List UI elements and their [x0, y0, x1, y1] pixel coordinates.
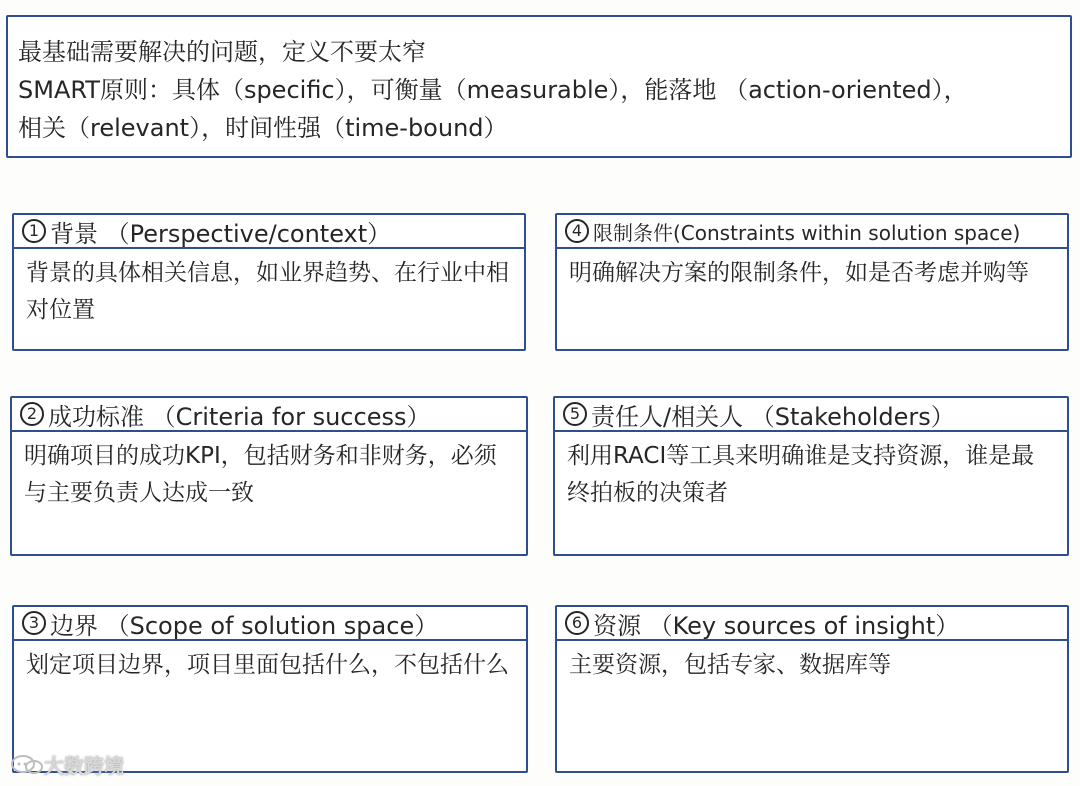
card-body: 明确项目的成功KPI，包括财务和非财务，必须与主要负责人达成一致: [24, 443, 497, 506]
card-body: 主要资源，包括专家、数据库等: [569, 652, 891, 678]
card-title: 责任人/相关人 （Stakeholders）: [591, 402, 955, 431]
card-header: [14, 215, 524, 249]
circled-number: 3: [22, 611, 46, 635]
card-title: 边界 （Scope of solution space）: [50, 611, 439, 640]
card-header: [557, 215, 1067, 249]
intro-line-3: 相关（relevant），时间性强（time-bound）: [18, 114, 508, 142]
card-title: 资源 （Key sources of insight）: [593, 611, 960, 640]
circled-number: 6: [565, 611, 589, 635]
card-perspective: [12, 213, 526, 351]
circled-number: 5: [563, 402, 587, 426]
card-header: [14, 607, 526, 641]
intro-line-2: SMART原则：具体（specific），可衡量（measurable），能落地 （action-oriented），: [18, 76, 968, 104]
card-header: [12, 398, 526, 432]
card-title: 成功标准 （Criteria for success）: [48, 402, 431, 431]
card-body: 背景的具体相关信息，如业界趋势、在行业中相对位置: [26, 260, 509, 323]
card-title: 限制条件(Constraints within solution space): [593, 220, 1021, 245]
circled-number: 1: [22, 219, 46, 243]
card-scope: [12, 605, 528, 773]
card-criteria: [10, 396, 528, 556]
card-constraints: [555, 213, 1069, 351]
card-resources: [555, 605, 1069, 773]
intro-line-1: 最基础需要解决的问题，定义不要太窄: [18, 38, 426, 66]
circled-number: 2: [20, 402, 44, 426]
card-header: [555, 398, 1067, 432]
intro-box: [6, 15, 1072, 158]
circled-number: 4: [565, 219, 589, 243]
watermark: [10, 750, 124, 779]
card-body: 划定项目边界，项目里面包括什么，不包括什么: [26, 652, 509, 678]
card-stakeholders: [553, 396, 1069, 556]
card-header: [557, 607, 1067, 641]
card-title: 背景 （Perspective/context）: [50, 219, 392, 248]
card-body: 利用RACI等工具来明确谁是支持资源，谁是最终拍板的决策者: [567, 443, 1035, 506]
card-body: 明确解决方案的限制条件，如是否考虑并购等: [569, 260, 1029, 286]
watermark-text: 大数跨境: [44, 754, 124, 778]
chat-bubble-icon: [10, 753, 44, 777]
